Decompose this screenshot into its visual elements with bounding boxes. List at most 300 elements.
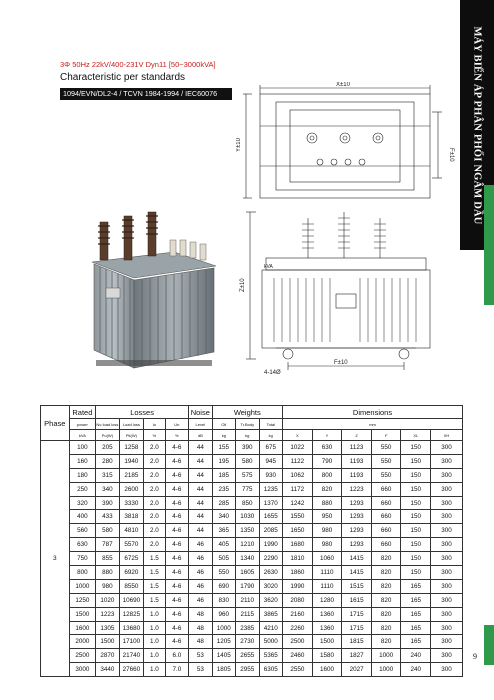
table-cell: 575	[236, 468, 259, 482]
table-cell: 675	[259, 441, 283, 455]
table-cell: 1030	[236, 510, 259, 524]
table-cell: 980	[312, 524, 342, 538]
table-cell: 53	[189, 649, 212, 663]
col-io: Io	[144, 419, 165, 430]
table-cell: 1205	[212, 635, 235, 649]
col-total: Total	[259, 419, 283, 430]
table-cell: 1000	[69, 579, 96, 593]
table-cell: 580	[236, 454, 259, 468]
col-load-loss: Load loss	[119, 419, 144, 430]
page-number: 9	[473, 652, 477, 661]
table-cell: 46	[189, 538, 212, 552]
table-cell: 1223	[96, 607, 119, 621]
table-cell: 855	[96, 552, 119, 566]
table-cell: 800	[69, 566, 96, 580]
table-cell: 1210	[236, 538, 259, 552]
table-cell: 2.0	[144, 510, 165, 524]
table-row	[41, 635, 463, 649]
table-row	[41, 538, 463, 552]
table-cell: 1123	[342, 441, 372, 455]
table-cell: 280	[96, 454, 119, 468]
table-cell: 790	[312, 454, 342, 468]
table-row	[41, 482, 463, 496]
table-cell: 7.0	[165, 663, 189, 677]
col-weights: Weights	[212, 406, 282, 419]
table-cell: 6305	[259, 663, 283, 677]
table-cell: 4-6	[165, 468, 189, 482]
table-cell: 100	[69, 441, 96, 455]
table-cell: 13680	[119, 621, 144, 635]
table-row	[41, 593, 463, 607]
table-cell: 10690	[119, 593, 144, 607]
col-xh: XH	[431, 430, 463, 441]
col-mm: mm	[283, 419, 463, 430]
table-cell: 2460	[283, 649, 313, 663]
table-cell: 6.0	[165, 649, 189, 663]
table-cell: 1022	[283, 441, 313, 455]
table-cell: 300	[431, 566, 463, 580]
table-cell: 550	[371, 454, 401, 468]
table-row	[41, 663, 463, 677]
table-cell: 820	[371, 566, 401, 580]
table-cell: 775	[236, 482, 259, 496]
table-cell: 1790	[236, 579, 259, 593]
table-cell: 820	[371, 635, 401, 649]
table-cell: 4-6	[165, 454, 189, 468]
table-cell: 1715	[342, 607, 372, 621]
table-cell: 945	[259, 454, 283, 468]
table-cell: 300	[431, 482, 463, 496]
table-cell: 1500	[69, 607, 96, 621]
table-row	[41, 441, 463, 455]
side-green-bar	[484, 185, 494, 305]
table-cell: 44	[189, 482, 212, 496]
table-row	[41, 496, 463, 510]
dim-f-bottom-label: F±10	[334, 360, 348, 366]
table-cell: 150	[401, 524, 431, 538]
table-cell: 550	[212, 566, 235, 580]
table-cell: 2027	[342, 663, 372, 677]
table-cell: 1293	[342, 496, 372, 510]
table-cell: 4-6	[165, 510, 189, 524]
table-cell: 160	[69, 454, 96, 468]
table-cell: 630	[312, 441, 342, 455]
table-cell: 405	[212, 538, 235, 552]
table-cell: 1415	[342, 552, 372, 566]
table-cell: 1060	[312, 552, 342, 566]
table-cell: 1293	[342, 538, 372, 552]
table-cell: 1370	[259, 496, 283, 510]
table-cell: 2080	[283, 593, 313, 607]
table-cell: 150	[401, 538, 431, 552]
table-cell: 3818	[119, 510, 144, 524]
table-row	[41, 454, 463, 468]
table-cell: 1715	[342, 621, 372, 635]
col-z: Z	[342, 430, 372, 441]
table-cell: 1305	[96, 621, 119, 635]
table-cell: 2.0	[144, 441, 165, 455]
table-cell: 980	[96, 579, 119, 593]
table-cell: 1.5	[144, 566, 165, 580]
table-cell: 1360	[312, 621, 342, 635]
table-cell: 46	[189, 579, 212, 593]
table-row	[41, 510, 463, 524]
table-cell: 1500	[96, 635, 119, 649]
table-body	[41, 441, 463, 677]
table-cell: 1110	[312, 566, 342, 580]
table-cell: 2500	[69, 649, 96, 663]
phase-value: 3	[41, 441, 70, 677]
table-cell: 300	[431, 496, 463, 510]
table-cell: 1340	[236, 552, 259, 566]
table-cell: 365	[212, 524, 235, 538]
table-cell: 1020	[96, 593, 119, 607]
table-cell: 880	[96, 566, 119, 580]
table-cell: 3865	[259, 607, 283, 621]
table-cell: 820	[312, 482, 342, 496]
table-cell: 165	[401, 607, 431, 621]
table-cell: 2.0	[144, 538, 165, 552]
table-cell: 1415	[342, 566, 372, 580]
standards-label: 1094/EVN/DL2-4 / TCVN 1984-1994 / IEC60076	[60, 88, 232, 100]
col-losses: Losses	[96, 406, 189, 419]
dim-x-label: X±10	[336, 82, 350, 88]
table-cell: 1600	[69, 621, 96, 635]
table-cell: 1990	[259, 538, 283, 552]
table-cell: 5365	[259, 649, 283, 663]
table-cell: 1250	[69, 593, 96, 607]
spec-line: 3Φ 50Hz 22kV/400-231V Dyn11 [50~3000kVA]	[60, 60, 216, 69]
table-cell: 580	[96, 524, 119, 538]
top-view-outline	[260, 94, 430, 198]
table-cell: 1615	[342, 593, 372, 607]
table-cell: 150	[401, 552, 431, 566]
table-cell: 300	[431, 663, 463, 677]
table-cell: 340	[96, 482, 119, 496]
col-y: Y	[312, 430, 342, 441]
table-cell: 660	[371, 524, 401, 538]
table-cell: 300	[431, 579, 463, 593]
table-cell: 4-6	[165, 607, 189, 621]
table-cell: 1.0	[144, 635, 165, 649]
table-cell: 1605	[236, 566, 259, 580]
table-cell: 550	[371, 441, 401, 455]
side-green-bar-bottom	[484, 625, 494, 665]
table-cell: 2160	[283, 607, 313, 621]
table-cell: 2385	[236, 621, 259, 635]
table-row	[41, 468, 463, 482]
table-cell: 2600	[119, 482, 144, 496]
table-cell: 300	[431, 538, 463, 552]
table-cell: 1242	[283, 496, 313, 510]
table-cell: 850	[236, 496, 259, 510]
table-cell: 1235	[259, 482, 283, 496]
table-cell: 1990	[283, 579, 313, 593]
table-cell: 1550	[283, 510, 313, 524]
table-cell: 2655	[236, 649, 259, 663]
plate-label: kVA	[264, 264, 273, 270]
unit-pk: Pk(W)	[119, 430, 144, 441]
table-cell: 820	[371, 579, 401, 593]
table-cell: 1000	[212, 621, 235, 635]
table-cell: 4-6	[165, 552, 189, 566]
dim-y-label: Y±10	[236, 138, 242, 152]
unit-kg-body: kg	[236, 430, 259, 441]
table-cell: 300	[431, 621, 463, 635]
table-cell: 1293	[342, 524, 372, 538]
table-cell: 300	[431, 552, 463, 566]
table-cell: 4-6	[165, 496, 189, 510]
table-cell: 300	[431, 468, 463, 482]
table-cell: 3620	[259, 593, 283, 607]
table-cell: 195	[212, 454, 235, 468]
table-cell: 830	[212, 593, 235, 607]
table-cell: 1405	[212, 649, 235, 663]
table-cell: 2110	[236, 593, 259, 607]
table-cell: 240	[401, 663, 431, 677]
table-cell: 4-6	[165, 538, 189, 552]
table-row	[41, 621, 463, 635]
table-cell: 690	[212, 579, 235, 593]
front-view-outline	[262, 270, 430, 348]
table-cell: 12825	[119, 607, 144, 621]
specification-table	[40, 405, 463, 677]
table-cell: 180	[69, 468, 96, 482]
dim-z-label: Z±10	[240, 278, 246, 292]
col-rated-a: Rated	[69, 406, 96, 419]
table-row	[41, 607, 463, 621]
table-cell: 930	[259, 468, 283, 482]
table-cell: 165	[401, 635, 431, 649]
table-cell: 1.0	[144, 663, 165, 677]
table-cell: 44	[189, 454, 212, 468]
table-cell: 630	[69, 538, 96, 552]
col-noise-b: Level	[189, 419, 212, 430]
table-row	[41, 524, 463, 538]
table-cell: 1223	[342, 482, 372, 496]
table-cell: 2085	[259, 524, 283, 538]
unit-un: %	[165, 430, 189, 441]
table-cell: 6920	[119, 566, 144, 580]
table-cell: 150	[401, 482, 431, 496]
table-cell: 2290	[259, 552, 283, 566]
table-cell: 250	[69, 482, 96, 496]
table-cell: 44	[189, 496, 212, 510]
table-cell: 950	[312, 510, 342, 524]
table-cell: 48	[189, 607, 212, 621]
table-cell: 44	[189, 524, 212, 538]
table-cell: 2115	[236, 607, 259, 621]
table-cell: 3020	[259, 579, 283, 593]
table-cell: 1515	[342, 579, 372, 593]
table-cell: 980	[312, 538, 342, 552]
table-cell: 300	[431, 593, 463, 607]
table-cell: 340	[212, 510, 235, 524]
col-f: F	[371, 430, 401, 441]
table-cell: 44	[189, 441, 212, 455]
table-cell: 300	[431, 607, 463, 621]
table-cell: 5570	[119, 538, 144, 552]
unit-kg-oil: kg	[212, 430, 235, 441]
col-rated-c: kVA	[69, 430, 96, 441]
table-cell: 960	[212, 607, 235, 621]
table-cell: 1805	[212, 663, 235, 677]
unit-kg-total: kg	[259, 430, 283, 441]
table-cell: 1600	[312, 663, 342, 677]
page-heading: Characteristic per standards	[60, 72, 186, 83]
table-cell: 300	[431, 441, 463, 455]
table-cell: 750	[69, 552, 96, 566]
technical-drawing	[236, 82, 456, 382]
col-xl: XL	[401, 430, 431, 441]
table-cell: 1172	[283, 482, 313, 496]
table-row	[41, 566, 463, 580]
dim-f-top-label: F±10	[448, 148, 454, 162]
table-cell: 1350	[236, 524, 259, 538]
transformer-photo	[82, 200, 222, 375]
table-cell: 1815	[342, 635, 372, 649]
table-cell: 2.0	[144, 454, 165, 468]
table-cell: 155	[212, 441, 235, 455]
wheel-hole-label: 4-14Ø	[264, 370, 281, 376]
table-cell: 4-6	[165, 635, 189, 649]
table-cell: 3000	[69, 663, 96, 677]
table-cell: 2870	[96, 649, 119, 663]
table-cell: 787	[96, 538, 119, 552]
table-cell: 1360	[312, 607, 342, 621]
table-cell: 46	[189, 552, 212, 566]
col-un: Un	[165, 419, 189, 430]
table-cell: 660	[371, 538, 401, 552]
table-cell: 285	[212, 496, 235, 510]
table-cell: 17100	[119, 635, 144, 649]
table-cell: 2955	[236, 663, 259, 677]
table-cell: 1655	[259, 510, 283, 524]
table-cell: 150	[401, 566, 431, 580]
table-cell: 505	[212, 552, 235, 566]
table-cell: 44	[189, 468, 212, 482]
table-cell: 21740	[119, 649, 144, 663]
table-cell: 820	[371, 552, 401, 566]
table-cell: 320	[69, 496, 96, 510]
table-cell: 3440	[96, 663, 119, 677]
table-cell: 53	[189, 663, 212, 677]
table-cell: 300	[431, 454, 463, 468]
table-cell: 2.0	[144, 482, 165, 496]
table-cell: 660	[371, 496, 401, 510]
table-cell: 2.0	[144, 496, 165, 510]
table-cell: 4-6	[165, 579, 189, 593]
table-cell: 390	[236, 441, 259, 455]
table-cell: 550	[371, 468, 401, 482]
table-row	[41, 649, 463, 663]
table-cell: 1940	[119, 454, 144, 468]
table-cell: 1.0	[144, 621, 165, 635]
table-cell: 3330	[119, 496, 144, 510]
table-cell: 2630	[259, 566, 283, 580]
table-cell: 1280	[312, 593, 342, 607]
table-cell: 150	[401, 441, 431, 455]
table-cell: 150	[401, 454, 431, 468]
table-cell: 300	[431, 510, 463, 524]
unit-db: dB	[189, 430, 212, 441]
table-cell: 1.0	[144, 649, 165, 663]
table-cell: 46	[189, 593, 212, 607]
table-cell: 2260	[283, 621, 313, 635]
table-cell: 48	[189, 621, 212, 635]
table-cell: 235	[212, 482, 235, 496]
table-cell: 4210	[259, 621, 283, 635]
table-cell: 390	[96, 496, 119, 510]
table-cell: 1.5	[144, 579, 165, 593]
unit-po: Po(W)	[96, 430, 119, 441]
table-cell: 300	[431, 649, 463, 663]
table-cell: 1193	[342, 468, 372, 482]
table-cell: 6725	[119, 552, 144, 566]
table-cell: 1810	[283, 552, 313, 566]
table-cell: 1860	[283, 566, 313, 580]
table-cell: 150	[401, 496, 431, 510]
table-cell: 165	[401, 621, 431, 635]
table-cell: 800	[312, 468, 342, 482]
table-cell: 880	[312, 496, 342, 510]
col-phase: Phase	[41, 406, 70, 441]
table-cell: 4-6	[165, 566, 189, 580]
table-cell: 820	[371, 621, 401, 635]
table-cell: 240	[401, 649, 431, 663]
table-cell: 4-6	[165, 482, 189, 496]
table-cell: 560	[69, 524, 96, 538]
table-cell: 315	[96, 468, 119, 482]
col-x: X	[283, 430, 313, 441]
table-cell: 150	[401, 510, 431, 524]
table-cell: 48	[189, 635, 212, 649]
table-cell: 1680	[283, 538, 313, 552]
table-cell: 2000	[69, 635, 96, 649]
table-cell: 1650	[283, 524, 313, 538]
table-cell: 165	[401, 579, 431, 593]
table-cell: 400	[69, 510, 96, 524]
table-cell: 1110	[312, 579, 342, 593]
table-cell: 8550	[119, 579, 144, 593]
col-rated-b: power	[69, 419, 96, 430]
table-cell: 2.0	[144, 524, 165, 538]
table-cell: 660	[371, 482, 401, 496]
table-cell: 1.5	[144, 593, 165, 607]
table-cell: 660	[371, 510, 401, 524]
table-cell: 2185	[119, 468, 144, 482]
table-cell: 205	[96, 441, 119, 455]
table-cell: 4-6	[165, 441, 189, 455]
table-cell: 27660	[119, 663, 144, 677]
side-banner-title: MÁY BIẾN ÁP PHÂN PHỐI NGÂM DẦU	[471, 25, 483, 225]
table-row	[41, 579, 463, 593]
table-cell: 1.5	[144, 552, 165, 566]
table-cell: 1062	[283, 468, 313, 482]
table-cell: 150	[401, 468, 431, 482]
col-noise-a: Noise	[189, 406, 212, 419]
table-cell: 4-6	[165, 524, 189, 538]
table-cell: 4810	[119, 524, 144, 538]
table-cell: 4-6	[165, 621, 189, 635]
table-cell: 185	[212, 468, 235, 482]
col-tr-body: Tr.Body	[236, 419, 259, 430]
table-cell: 300	[431, 635, 463, 649]
col-no-load-loss: No load loss	[96, 419, 119, 430]
col-oil: Oil	[212, 419, 235, 430]
table-cell: 2.0	[144, 468, 165, 482]
table-cell: 1827	[342, 649, 372, 663]
